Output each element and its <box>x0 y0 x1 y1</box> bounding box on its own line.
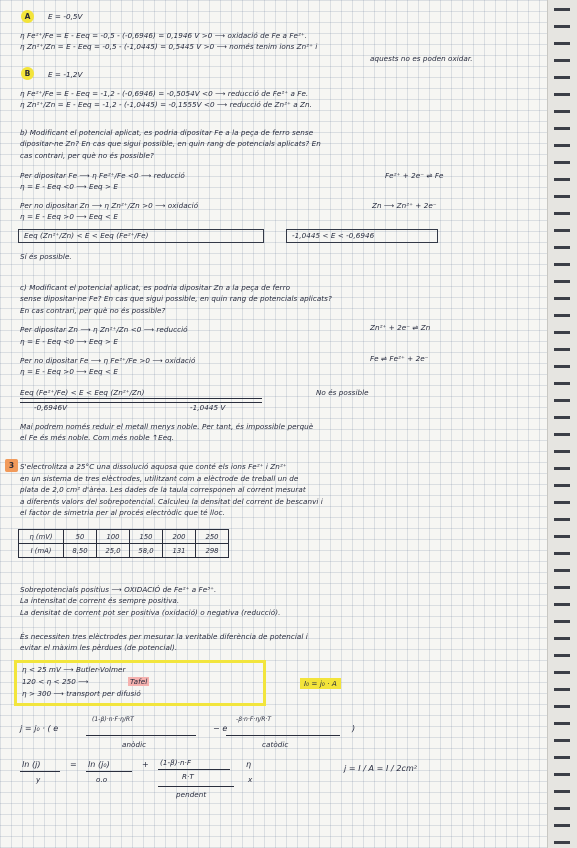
part-b-heading: E = -1,2V <box>48 70 83 79</box>
table-cell: 100 <box>97 530 130 544</box>
section-b-reason-4: η = E - Eeq >0 ⟶ Eeq < E <box>20 212 118 221</box>
eq2-slope-denominator: R·T <box>182 772 194 781</box>
part-b-line2: η Zn²⁺/Zn = E - Eeq = -1,2 - (-1,0445) = -0,1555V <0 ⟶ reducció de Zn²⁺ a Zn. <box>20 100 312 109</box>
section-c-note-2: el Fe és més noble. Com més noble ↑Eeq. <box>20 433 175 442</box>
section-b-text-3: cas contrari, per què no és possible? <box>20 151 154 160</box>
section-b-text-1: b) Modificant el potencial aplicat, es podria dipositar Fe a la peça de ferro sense <box>20 128 314 137</box>
eq2-equals: = <box>70 760 77 769</box>
note-4: És necessiten tres elèctrodes per mesurar la veritable diferència de potencial i <box>20 632 308 641</box>
section-b-result-2: -1,0445 < E < -0,6946 <box>292 231 375 240</box>
bv-anodic-exponent: (1-β)·n·F·η/RT <box>92 716 134 723</box>
table-cell: 298 <box>196 544 229 558</box>
note-2: La intensitat de corrent és sempre positiva. <box>20 596 180 605</box>
section-c-text-2: sense dipositar-ne Fe? En cas que sigui possible, en quin rang de potencials aplicats? <box>20 294 332 303</box>
section-b-conclusion: Sí és possible. <box>20 252 72 261</box>
marker-b: B <box>21 67 34 80</box>
eq2-intercept-brace <box>86 771 132 772</box>
section-3-text-3: plata de 2,0 cm² d'àrea. Les dades de la taula corresponen al corrent mesurat <box>20 485 306 494</box>
part-b-line1: η Fe²⁺/Fe = E - Eeq = -1,2 - (-0,6946) = -0,5054V <0 ⟶ reducció de Fe²⁺ a Fe. <box>20 89 309 98</box>
section-b-reaction-2: Zn ⟶ Zn²⁺ + 2e⁻ <box>372 201 437 210</box>
section-c-text-1: c) Modificant el potencial aplicat, es podria dipositar Zn a la peça de ferro <box>20 283 291 292</box>
table-cell: 150 <box>130 530 163 544</box>
spiral-binding <box>547 0 577 848</box>
section-c-reaction-1: Zn²⁺ + 2e⁻ ⇌ Zn <box>370 323 431 332</box>
section-c-reason-3: Per no dipositar Fe ⟶ η Fe²⁺/Fe >0 ⟶ oxidació <box>20 356 196 365</box>
section-3-text-1: S'electrolitza a 25°C una dissolució aquosa que conté els ions Fe²⁺ i Zn²⁺ <box>20 462 287 471</box>
table-row-label: I (mA) <box>19 544 64 558</box>
part-a-line2: η Zn²⁺/Zn = E - Eeq = -0,5 - (-1,0445) = 0,5445 V >0 ⟶ només tenim ions Zn²⁺ i <box>20 42 318 51</box>
note-1: Sobrepotencials positius ⟶ OXIDACIÓ de Fe²⁺ a Fe³⁺. <box>20 585 217 594</box>
section-b-result-1: Eeq (Zn²⁺/Zn) < E < Eeq (Fe²⁺/Fe) <box>24 231 149 240</box>
exchange-current-formula <box>300 679 341 688</box>
section-3-text-5: el factor de simetria per al procés electròdic que té lloc. <box>20 508 225 517</box>
table-row-label: η (mV) <box>19 530 64 544</box>
bv-cathodic-exponent: -β·n·F·η/R·T <box>236 716 272 723</box>
section-c-not-possible: No és possible <box>316 388 369 397</box>
section-c-reason-4: η = E - Eeq >0 ⟶ Eeq < E <box>20 367 118 376</box>
eq2-slope-numerator: (1-β)·n·F <box>160 758 192 767</box>
section-c-text-3: En cas contrari, per què no és possible? <box>20 306 166 315</box>
cathodic-bracket <box>226 735 340 736</box>
section-c-fe-value: -0,6946V <box>34 403 68 412</box>
bv-equation-start: j = j₀ · ( e <box>20 724 59 733</box>
part-a-line3: aquests no es poden oxidar. <box>370 54 473 63</box>
eq2-slope-label: pendent <box>176 790 207 799</box>
table-cell: 250 <box>196 530 229 544</box>
tafel-highlight: Tafel <box>130 677 148 686</box>
table-cell: 8,50 <box>64 544 97 558</box>
section-b-reaction-1: Fe²⁺ + 2e⁻ ⇌ Fe <box>385 171 444 180</box>
marker-a: A <box>21 10 34 23</box>
current-density-formula: j = I / A = I / 2cm² <box>344 764 418 773</box>
regime-butler-volmer: η < 25 mV ⟶ Butler-Volmer <box>22 665 126 674</box>
eq2-fraction-bar <box>158 769 230 770</box>
part-a-heading: E = -0,5V <box>48 12 83 21</box>
eq2-intercept-top: ln (j₀) <box>88 760 110 769</box>
eq2-lhs-brace <box>20 771 60 772</box>
regime-tafel-range: 120 < η < 250 ⟶ <box>22 677 89 686</box>
anodic-label: anòdic <box>122 740 147 749</box>
section-3-text-2: en un sistema de tres elèctrodes, utilitzant com a elèctrode de treball un de <box>20 474 299 483</box>
section-c-reaction-2: Fe ⇌ Fe²⁺ + 2e⁻ <box>370 354 429 363</box>
section-c-reason-2: η = E - Eeq <0 ⟶ Eeq > E <box>20 337 118 346</box>
bv-equation-end: ) <box>352 724 356 733</box>
section-b-reason-1: Per dipositar Fe ⟶ η Fe²⁺/Fe <0 ⟶ reducció <box>20 171 185 180</box>
eq2-plus: + <box>142 760 149 769</box>
eq2-eta: η <box>246 760 252 769</box>
marker-3: 3 <box>5 459 18 472</box>
eq2-intercept-bottom: o.o <box>96 775 108 784</box>
note-3: La densitat de corrent pot ser positiva (oxidació) o negativa (reducció). <box>20 608 281 617</box>
cathodic-label: catòdic <box>262 740 289 749</box>
section-b-text-2: dipositar-ne Zn? En cas que sigui possible, en quin rang de potencials aplicats? En <box>20 139 321 148</box>
data-table <box>18 529 229 558</box>
table-cell: 200 <box>163 530 196 544</box>
table-row <box>19 530 229 544</box>
section-c-zn-value: -1,0445 V <box>190 403 226 412</box>
section-c-note-1: Mai podrem només reduir el metall menys noble. Per tant, és impossible perquè <box>20 422 314 431</box>
table-cell: 50 <box>64 530 97 544</box>
bv-minus-e: − e <box>213 724 228 733</box>
exchange-current-highlight: I₀ = j₀ · A <box>300 678 341 689</box>
anodic-bracket <box>86 735 196 736</box>
table-cell: 58,0 <box>130 544 163 558</box>
section-c-reason-1: Per dipositar Zn ⟶ η Zn²⁺/Zn <0 ⟶ reducció <box>20 325 188 334</box>
section-c-range: Eeq (Fe²⁺/Fe) < E < Eeq (Zn²⁺/Zn) <box>20 388 145 397</box>
eq2-lhs-top: ln (j) <box>22 760 41 769</box>
eq2-x: x <box>248 775 253 784</box>
section-b-reason-2: η = E - Eeq <0 ⟶ Eeq > E <box>20 182 118 191</box>
eq2-lhs-bottom: y <box>36 775 41 784</box>
table-row <box>19 544 229 558</box>
part-a-line1: η Fe²⁺/Fe = E - Eeq = -0,5 - (-0,6946) = 0,1946 V >0 ⟶ oxidació de Fe a Fe²⁺. <box>20 31 308 40</box>
eq2-slope-brace <box>158 786 234 787</box>
table-cell: 25,0 <box>97 544 130 558</box>
regime-tafel <box>128 677 149 686</box>
section-3-text-4: a diferents valors del sobrepotencial. Calculeu la densitat del corrent de bescanvi i <box>20 497 323 506</box>
note-5: evitar el màxim les pèrdues (de potencial). <box>20 643 178 652</box>
table-cell: 131 <box>163 544 196 558</box>
section-b-reason-3: Per no dipositar Zn ⟶ η Zn²⁺/Zn >0 ⟶ oxidació <box>20 201 199 210</box>
regime-diffusion: η > 300 ⟶ transport per difusió <box>22 689 141 698</box>
